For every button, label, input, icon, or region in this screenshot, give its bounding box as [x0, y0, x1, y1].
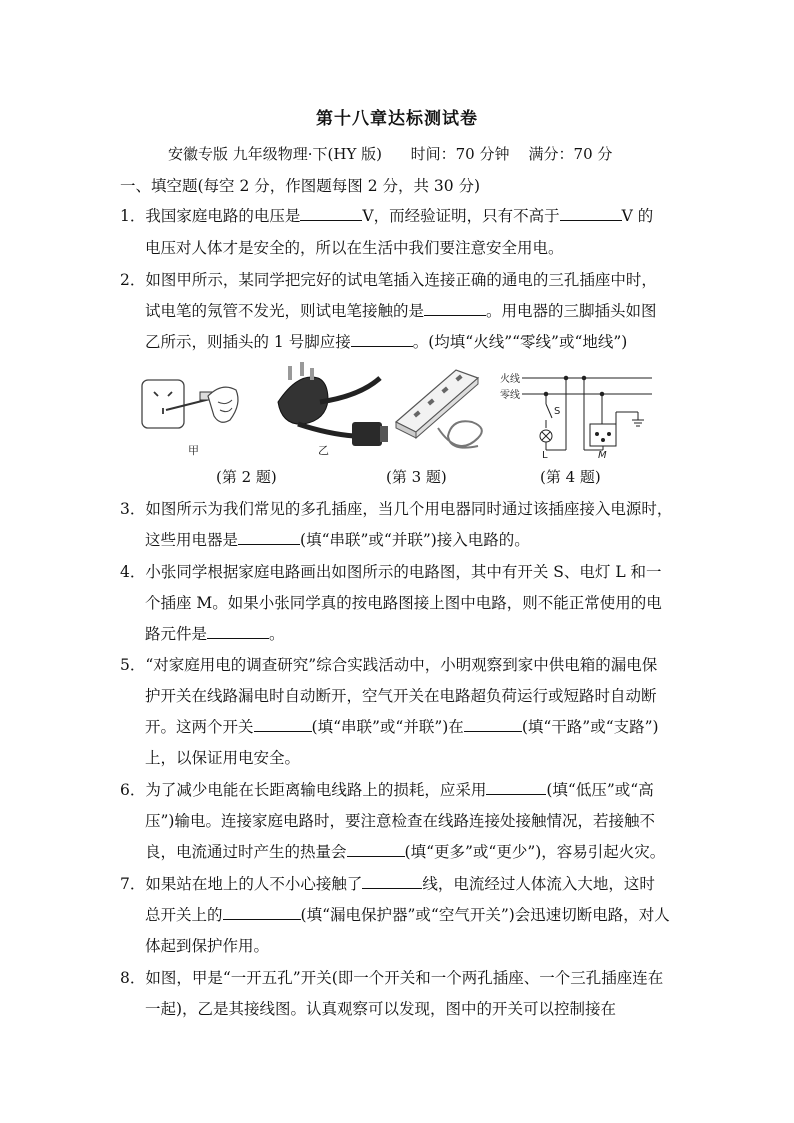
answer-blank[interactable]	[300, 206, 362, 221]
q2-text-d: 。(均填“火线”“零线”或“地线”)	[412, 333, 628, 351]
question-5-line-3	[145, 717, 659, 737]
question-3-line-2	[145, 530, 530, 550]
question-7-line-3: 体起到保护作用。	[145, 937, 270, 955]
question-1-line-1	[120, 206, 653, 226]
q6-text-a2: 良，电流通过时产生的热量会	[145, 843, 347, 861]
question-2-line-2	[145, 301, 657, 321]
question-2-line-1: 2．如图甲所示，某同学把完好的试电笔插入连接正确的通电的三孔插座中时，	[120, 271, 657, 289]
question-7-line-1	[120, 874, 655, 894]
figures-row	[138, 362, 678, 458]
circuit-diagram-figure	[522, 376, 652, 450]
question-7-line-2	[145, 905, 670, 925]
label-socket-m: M	[598, 450, 607, 458]
answer-blank[interactable]	[362, 874, 422, 889]
label-neutral-wire: 零线	[500, 390, 520, 401]
answer-blank[interactable]	[223, 905, 301, 920]
question-5-line-4: 上，以保证用电安全。	[145, 749, 301, 767]
caption-fig-4: (第 4 题)	[540, 468, 601, 486]
answer-blank[interactable]	[486, 780, 546, 795]
label-switch-s: S	[554, 406, 561, 417]
q2-text-a: 试电笔的氖管不发光，则试电笔接触的是	[145, 302, 425, 320]
question-5-line-2: 护开关在线路漏电时自动断开，空气开关在电路超负荷运行或短路时自动断	[145, 687, 657, 705]
question-2-line-3	[145, 332, 627, 352]
q5-text-b: (填“串联”或“并联”)在	[311, 718, 464, 736]
question-6-line-1	[120, 780, 654, 800]
answer-blank[interactable]	[424, 301, 486, 316]
q7-text-c: 总开关上的	[145, 906, 223, 924]
answer-blank[interactable]	[347, 842, 405, 857]
q6-text-a: 6．为了减少电能在长距离输电线路上的损耗，应采用	[120, 781, 487, 799]
q5-text-c: (填“干路”或“支路”)	[521, 718, 659, 736]
answer-blank[interactable]	[238, 530, 300, 545]
question-4-line-1: 4．小张同学根据家庭电路画出如图所示的电路图，其中有开关 S、电灯 L 和一	[120, 563, 662, 581]
three-pin-plug-figure	[278, 362, 388, 457]
socket-tester-figure	[142, 380, 238, 457]
label-yi: 乙	[318, 444, 329, 457]
q5-text-a: 开。这两个开关	[145, 718, 254, 736]
question-4-line-3	[145, 624, 285, 644]
q1-text-a: 1．我国家庭电路的电压是	[120, 207, 301, 225]
power-strip-figure	[396, 370, 482, 448]
q2-text-c: 乙所示，则插头的 1 号脚应接	[145, 333, 351, 351]
label-jia: 甲	[188, 444, 199, 457]
question-8-line-2: 一起)，乙是其接线图。认真观察可以发现，图中的开关可以控制接在	[145, 1000, 617, 1018]
q1-text-b: V，而经验证明，只有不高于	[362, 207, 560, 225]
q4-text-a: 路元件是	[145, 625, 208, 643]
answer-blank[interactable]	[207, 624, 269, 639]
question-8-line-1: 8．如图，甲是“一开五孔”开关(即一个开关和一个两孔插座、一个三孔插座连在	[120, 969, 664, 987]
caption-fig-2: (第 2 题)	[216, 468, 277, 486]
q7-text-d: (填“漏电保护器”或“空气开关”)会迅速切断电路，对人	[300, 906, 670, 924]
answer-blank[interactable]	[254, 717, 312, 732]
label-lamp-l: L	[542, 450, 548, 458]
q2-text-b: 。用电器的三脚插头如图	[486, 302, 657, 320]
q7-text-b: 线，电流经过人体流入大地，这时	[422, 875, 655, 893]
q3-text-a: 这些用电器是	[145, 531, 239, 549]
question-5-line-1: 5．“对家庭用电的调查研究”综合实践活动中，小明观察到家中供电箱的漏电保	[120, 656, 658, 674]
page-title: 第十八章达标测试卷	[316, 109, 478, 129]
question-4-line-2: 个插座 M。如果小张同学真的按电路图接上图中电路，则不能正常使用的电	[145, 594, 662, 612]
q6-text-b2: (填“更多”或“更少”)，容易引起火灾。	[404, 843, 666, 861]
question-3-line-1: 3．如图所示为我们常见的多孔插座，当几个用电器同时通过该插座接入电源时，	[120, 500, 673, 518]
q4-text-b: 。	[269, 625, 285, 643]
q1-text-c: V 的	[621, 207, 654, 225]
question-1-line-2: 电压对人体才是安全的，所以在生活中我们要注意安全用电。	[145, 239, 564, 257]
caption-fig-3: (第 3 题)	[386, 468, 447, 486]
section-heading: 一、填空题(每空 2 分，作图题每图 2 分，共 30 分)	[120, 177, 481, 195]
q6-text-b: (填“低压”或“高	[546, 781, 654, 799]
answer-blank[interactable]	[560, 206, 622, 221]
label-live-wire: 火线	[500, 374, 520, 385]
q3-text-b: (填“串联”或“并联”)接入电路的。	[300, 531, 530, 549]
q7-text-a: 7．如果站在地上的人不小心接触了	[120, 875, 363, 893]
answer-blank[interactable]	[351, 332, 413, 347]
question-6-line-3	[145, 842, 665, 862]
question-6-line-2: 压”)输电。连接家庭电路时，要注意检查在线路连接处接触情况，若接触不	[145, 812, 655, 830]
answer-blank[interactable]	[464, 717, 522, 732]
page-subtitle: 安徽专版 九年级物理·下(HY 版) 时间：70 分钟 满分：70 分	[168, 145, 613, 163]
